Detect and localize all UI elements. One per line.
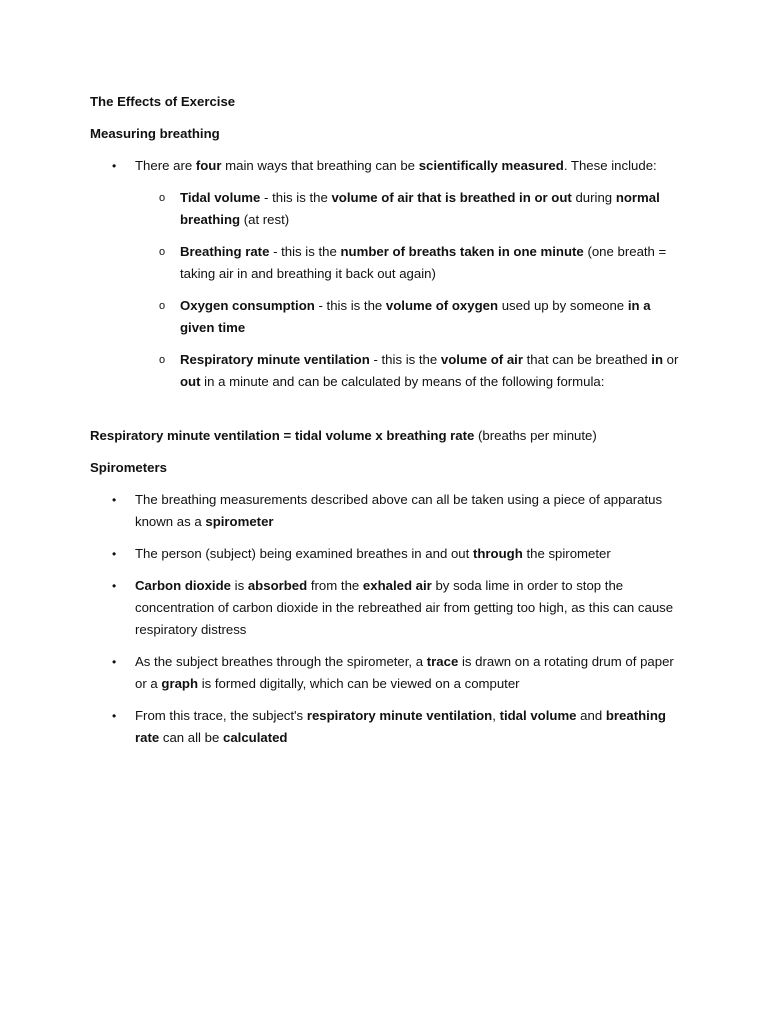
sub-bullet-icon: o — [159, 192, 166, 204]
list-item: • There are four main ways that breathing can be scientifically measured. These include: — [90, 155, 680, 177]
bullet-icon: • — [112, 579, 117, 593]
spirometers-heading: Spirometers — [90, 460, 167, 475]
measuring-breathing-heading: Measuring breathing — [90, 126, 220, 141]
list-item: o Tidal volume - this is the volume of air that is breathed in or out during normal breathing (at rest) — [135, 187, 685, 231]
list-item: • As the subject breathes through the spirometer, a trace is drawn on a rotating drum of paper or a graph is formed digitally, which can be viewed on a computer — [90, 651, 680, 695]
list-item: o Respiratory minute ventilation - this is the volume of air that can be breathed in or out in a minute and can be calculated by means of the following formula: — [135, 349, 685, 393]
spirometer-list — [90, 543, 690, 565]
sub-bullet-icon: o — [159, 246, 166, 258]
bullet-icon: • — [112, 493, 117, 507]
list-item: o Breathing rate - this is the number of breaths taken in one minute (one breath = taking air in and breathing it back out again) — [135, 241, 685, 285]
bullet-icon: • — [112, 547, 117, 561]
measures-list — [135, 241, 695, 285]
list-item: • Carbon dioxide is absorbed from the exhaled air by soda lime in order to stop the concentration of carbon dioxide in the rebreathed air from getting too high, as this can cause respiratory distress — [90, 575, 680, 641]
bullet-icon: • — [112, 709, 117, 723]
measures-list — [135, 187, 695, 231]
spirometer-list — [90, 575, 690, 641]
sub-bullet-icon: o — [159, 300, 166, 312]
spirometer-list — [90, 489, 690, 533]
bullet-icon: • — [112, 159, 117, 173]
formula: Respiratory minute ventilation = tidal volume x breathing rate (breaths per minute) — [90, 428, 597, 443]
list-item: • The breathing measurements described above can all be taken using a piece of apparatus known as a spirometer — [90, 489, 680, 533]
intro-list — [90, 155, 690, 177]
sub-bullet-icon: o — [159, 354, 166, 366]
list-item: • From this trace, the subject's respiratory minute ventilation, tidal volume and breathing rate can all be calculated — [90, 705, 680, 749]
spirometer-list — [90, 705, 690, 749]
list-item: o Oxygen consumption - this is the volume of oxygen used up by someone in a given time — [135, 295, 685, 339]
spirometer-list — [90, 651, 690, 695]
bullet-icon: • — [112, 655, 117, 669]
measures-list — [135, 349, 695, 393]
measures-list — [135, 295, 695, 339]
document-title: The Effects of Exercise — [90, 94, 236, 109]
list-item: • The person (subject) being examined breathes in and out through the spirometer — [90, 543, 680, 565]
